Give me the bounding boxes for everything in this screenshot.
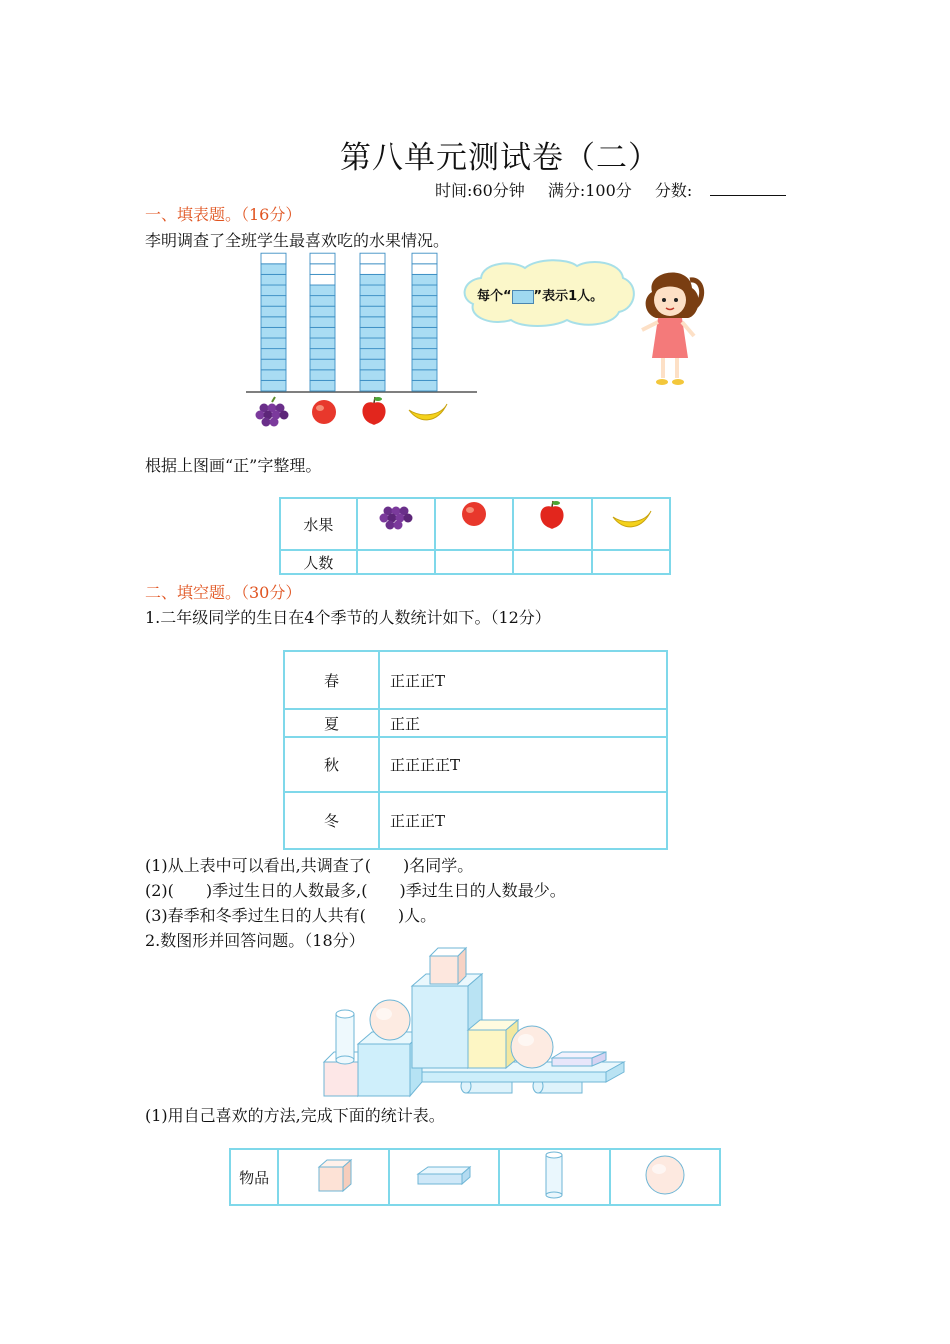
section1-intro: 李明调查了全班学生最喜欢吃的水果情况。 bbox=[145, 231, 450, 250]
bar-cell-filled bbox=[261, 296, 286, 307]
apple-icon bbox=[532, 499, 572, 533]
tally-cell: 正正正T bbox=[379, 792, 667, 849]
tally-cell: 正正正正T bbox=[379, 737, 667, 792]
table-peach-cell bbox=[435, 498, 513, 550]
grape-icon bbox=[376, 499, 416, 533]
bar-cell-filled bbox=[360, 306, 385, 317]
q2-stem: 2.数图形并回答问题。（18分） bbox=[145, 931, 365, 950]
table-row bbox=[284, 792, 667, 849]
bar-cell-filled bbox=[310, 296, 335, 307]
cuboid-icon bbox=[552, 1052, 606, 1066]
bubble-suffix: ”表示1人。 bbox=[533, 289, 604, 304]
grape-icon bbox=[256, 397, 289, 427]
cube-icon bbox=[430, 948, 466, 984]
girl-illustration bbox=[630, 270, 710, 399]
bar-cell-filled bbox=[412, 338, 437, 349]
fruit-tally-table bbox=[279, 497, 671, 575]
count-cell-banana[interactable] bbox=[592, 550, 670, 574]
bar-cell-filled bbox=[360, 317, 385, 328]
bar-cell-filled bbox=[412, 380, 437, 391]
bar-cell-filled bbox=[261, 380, 286, 391]
bar-cell-filled bbox=[360, 285, 385, 296]
q1-sub3: (3)春季和冬季过生日的人共有( )人。 bbox=[145, 906, 437, 925]
section1-heading: 一、填表题。（16分） bbox=[145, 205, 302, 224]
tally-cell: 正正正T bbox=[379, 651, 667, 709]
bar-4 bbox=[412, 253, 437, 391]
banana-icon bbox=[409, 404, 447, 420]
season-cell: 春 bbox=[284, 651, 379, 709]
table-row bbox=[284, 737, 667, 792]
season-cell: 秋 bbox=[284, 737, 379, 792]
bar-cell-filled bbox=[261, 264, 286, 275]
q2-sub1: (1)用自己喜欢的方法,完成下面的统计表。 bbox=[145, 1106, 445, 1125]
bar-cell-filled bbox=[310, 349, 335, 360]
bar-cell-filled bbox=[261, 349, 286, 360]
bar-cell-filled bbox=[360, 370, 385, 381]
bar-cell-filled bbox=[360, 274, 385, 285]
bubble-text bbox=[477, 285, 603, 304]
bar-cell-filled bbox=[412, 306, 437, 317]
exam-meta bbox=[435, 178, 786, 201]
fruit-row-label: 水果 bbox=[280, 498, 357, 550]
cuboid-icon bbox=[414, 1160, 474, 1190]
bar-cell-filled bbox=[261, 338, 286, 349]
table-grape-cell bbox=[357, 498, 435, 550]
cube-icon bbox=[313, 1155, 353, 1195]
season-cell: 冬 bbox=[284, 792, 379, 849]
bar-1 bbox=[261, 253, 286, 391]
table-banana-cell bbox=[592, 498, 670, 550]
cube-icon bbox=[468, 1020, 518, 1068]
sphere-icon bbox=[370, 1000, 410, 1040]
bar-cell-empty bbox=[360, 264, 385, 275]
bar-cell-filled bbox=[310, 306, 335, 317]
bar-cell-filled bbox=[360, 349, 385, 360]
season-cell: 夏 bbox=[284, 709, 379, 737]
season-tally-table bbox=[283, 650, 668, 850]
time-limit: 时间:60分钟 bbox=[435, 181, 525, 200]
bar-cell-empty bbox=[412, 253, 437, 264]
full-score: 满分:100分 bbox=[547, 181, 632, 200]
bar-cell-filled bbox=[412, 370, 437, 381]
cuboid-column bbox=[389, 1149, 499, 1205]
sphere-icon bbox=[511, 1026, 553, 1068]
bar-cell-filled bbox=[412, 349, 437, 360]
bar-cell-empty bbox=[261, 253, 286, 264]
bar-cell-filled bbox=[360, 380, 385, 391]
cylinder-icon bbox=[336, 1010, 354, 1064]
bar-cell-filled bbox=[412, 296, 437, 307]
sphere-icon bbox=[643, 1153, 687, 1197]
peach-icon bbox=[312, 400, 336, 424]
score-blank[interactable] bbox=[710, 181, 786, 196]
bar-cell-filled bbox=[412, 274, 437, 285]
section2-heading: 二、填空题。（30分） bbox=[145, 583, 302, 602]
bar-cell-filled bbox=[261, 306, 286, 317]
page-title: 第八单元测试卷（二） bbox=[340, 140, 660, 176]
count-cell-apple[interactable] bbox=[513, 550, 591, 574]
tally-cell: 正正 bbox=[379, 709, 667, 737]
score-label: 分数: bbox=[654, 181, 693, 200]
bar-cell-empty bbox=[310, 274, 335, 285]
bar-cell-filled bbox=[412, 285, 437, 296]
bar-cell-empty bbox=[412, 264, 437, 275]
cylinder-column bbox=[499, 1149, 609, 1205]
bar-cell-filled bbox=[412, 359, 437, 370]
bar-cell-filled bbox=[360, 327, 385, 338]
chart-fruit-row bbox=[252, 392, 452, 436]
solids-illustration bbox=[318, 944, 638, 1104]
bar-cell-filled bbox=[310, 317, 335, 328]
bar-cell-filled bbox=[261, 285, 286, 296]
section1-instruction: 根据上图画“正”字整理。 bbox=[145, 456, 322, 475]
items-label: 物品 bbox=[230, 1149, 278, 1205]
bar-cell-filled bbox=[310, 370, 335, 381]
bar-cell-filled bbox=[310, 285, 335, 296]
table-apple-cell bbox=[513, 498, 591, 550]
bar-cell-filled bbox=[412, 317, 437, 328]
bar-cell-filled bbox=[261, 317, 286, 328]
square-legend-icon bbox=[512, 290, 534, 304]
apple-icon bbox=[362, 397, 385, 425]
q1-sub2: (2)( )季过生日的人数最多,( )季过生日的人数最少。 bbox=[145, 881, 566, 900]
bar-cell-filled bbox=[310, 359, 335, 370]
table-row bbox=[284, 651, 667, 709]
table-row bbox=[284, 709, 667, 737]
bar-cell-filled bbox=[261, 274, 286, 285]
bar-cell-filled bbox=[261, 359, 286, 370]
bar-cell-empty bbox=[360, 253, 385, 264]
bar-cell-filled bbox=[310, 327, 335, 338]
cube-column bbox=[278, 1149, 388, 1205]
bar-cell-filled bbox=[310, 380, 335, 391]
count-cell-grape[interactable] bbox=[357, 550, 435, 574]
bar-cell-empty bbox=[310, 264, 335, 275]
bar-cell-filled bbox=[412, 327, 437, 338]
bubble-prefix: 每个“ bbox=[477, 289, 512, 304]
peach-icon bbox=[454, 499, 494, 533]
shapes-count-table bbox=[229, 1148, 721, 1206]
q1-stem: 1.二年级同学的生日在4个季节的人数统计如下。（12分） bbox=[145, 608, 551, 627]
bar-cell-filled bbox=[360, 359, 385, 370]
q1-sub1: (1)从上表中可以看出,共调查了( )名同学。 bbox=[145, 856, 474, 875]
bar-2 bbox=[310, 253, 335, 391]
count-row-label: 人数 bbox=[280, 550, 357, 574]
cylinder-icon bbox=[542, 1150, 566, 1200]
bar-cell-filled bbox=[360, 338, 385, 349]
sphere-column bbox=[610, 1149, 721, 1205]
bar-cell-filled bbox=[310, 338, 335, 349]
banana-icon bbox=[608, 499, 654, 533]
bar-3 bbox=[360, 253, 385, 391]
bar-cell-filled bbox=[261, 370, 286, 381]
speech-bubble bbox=[463, 258, 643, 332]
bar-cell-filled bbox=[261, 327, 286, 338]
count-cell-peach[interactable] bbox=[435, 550, 513, 574]
bar-cell-empty bbox=[310, 253, 335, 264]
bar-cell-filled bbox=[360, 296, 385, 307]
